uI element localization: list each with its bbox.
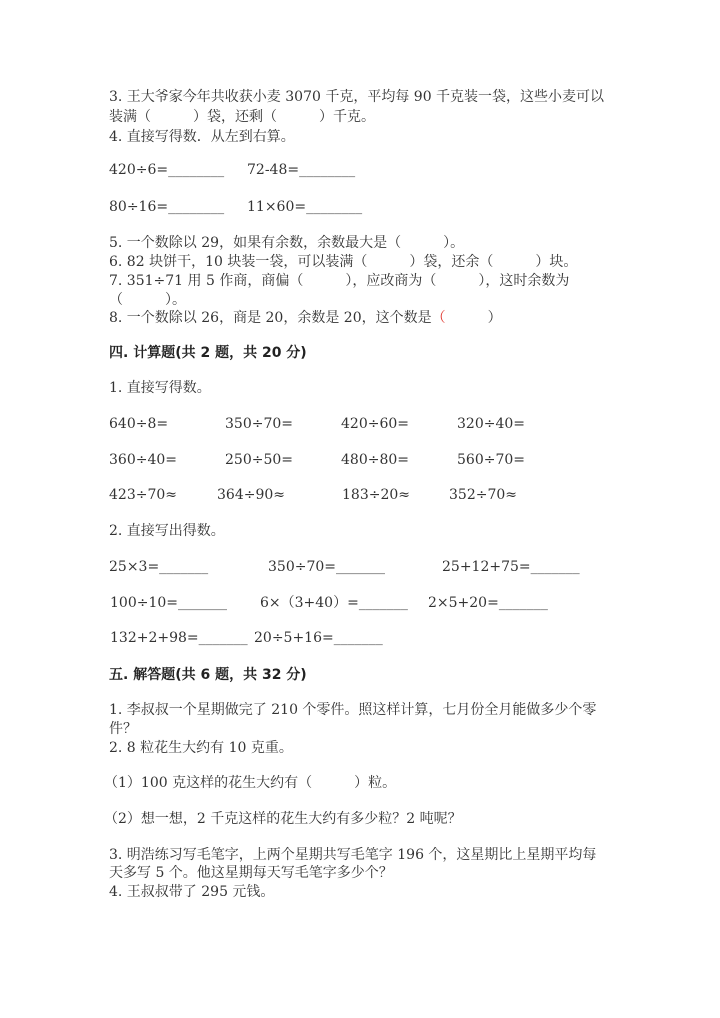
expression: 25×3=_______ <box>109 559 209 575</box>
question-3-text-cont: 装满（ ）袋，还剩（ ）千克。 <box>109 109 375 125</box>
expression: 350÷70= <box>225 416 293 432</box>
calc-question-2: 2. 直接写出得数。 <box>109 523 225 539</box>
q8-close-bracket: ） <box>445 310 502 326</box>
answer-question-1: 1. 李叔叔一个星期做完了 210 个零件。照这样计算，七月份全月能做多少个零 <box>109 702 597 718</box>
expression: 20÷5+16=_______ <box>254 630 383 646</box>
expression: 480÷80= <box>341 452 409 468</box>
answer-question-2: 2. 8 粒花生大约有 10 克重。 <box>109 740 293 756</box>
expression: 80÷16=________ <box>109 199 225 215</box>
q8-text: 8. 一个数除以 26，商是 20，余数是 20，这个数是 <box>109 310 432 326</box>
expression: 132+2+98=_______ <box>110 630 248 646</box>
question-8-text <box>109 308 502 328</box>
section-4-heading: 四. 计算题(共 2 题，共 20 分) <box>109 345 307 361</box>
answer-question-2-part-1: （1）100 克这样的花生大约有（ ）粒。 <box>104 775 397 791</box>
answer-question-2-part-2: （2）想一想，2 千克这样的花生大约有多少粒？2 吨呢？ <box>104 811 462 827</box>
expression: 560÷70= <box>457 452 525 468</box>
expression: 2×5+20=_______ <box>428 595 548 611</box>
expression: 320÷40= <box>457 416 525 432</box>
expression: 11×60=________ <box>247 199 363 215</box>
section-5-heading: 五. 解答题(共 6 题，共 32 分) <box>109 667 307 683</box>
expression: 250÷50= <box>225 452 293 468</box>
question-3-text: 3. 王大爷家今年共收获小麦 3070 千克，平均每 90 千克装一袋，这些小麦可以 <box>109 89 605 105</box>
expression: 25+12+75=_______ <box>442 559 580 575</box>
expression: 6×（3+40）=_______ <box>260 595 408 611</box>
expression: 183÷20≈ <box>342 487 410 503</box>
question-5-text: 5. 一个数除以 29，如果有余数，余数最大是（ ）。 <box>109 235 465 251</box>
answer-question-1-cont: 件？ <box>109 721 137 737</box>
expression: 360÷40= <box>109 452 177 468</box>
expression: 364÷90≈ <box>217 487 285 503</box>
question-4-text: 4. 直接写得数．从左到右算。 <box>109 129 295 145</box>
expression: 420÷6=________ <box>109 162 225 178</box>
answer-question-3-cont: 天多写 5 个。他这星期每天写毛笔字多少个？ <box>109 865 393 881</box>
expression: 423÷70≈ <box>109 487 177 503</box>
q8-open-bracket: （ <box>431 310 446 326</box>
expression: 640÷8= <box>109 416 169 432</box>
question-7-text: 7. 351÷71 用 5 作商，商偏（ ），应改商为（ ），这时余数为 <box>109 273 570 289</box>
answer-question-3: 3. 明浩练习写毛笔字，上两个星期共写毛笔字 196 个，这星期比上星期平均每 <box>109 847 597 863</box>
question-7-text-cont: （ ）。 <box>109 292 186 308</box>
expression: 350÷70=_______ <box>268 559 385 575</box>
expression: 72-48=________ <box>247 162 356 178</box>
answer-question-4: 4. 王叔叔带了 295 元钱。 <box>109 884 275 900</box>
calc-question-1: 1. 直接写得数。 <box>109 380 211 396</box>
expression: 420÷60= <box>341 416 409 432</box>
expression: 100÷10=_______ <box>110 595 227 611</box>
expression: 352÷70≈ <box>449 487 517 503</box>
question-6-text: 6. 82 块饼干，10 块装一袋，可以装满（ ）袋，还余（ ）块。 <box>109 254 578 270</box>
